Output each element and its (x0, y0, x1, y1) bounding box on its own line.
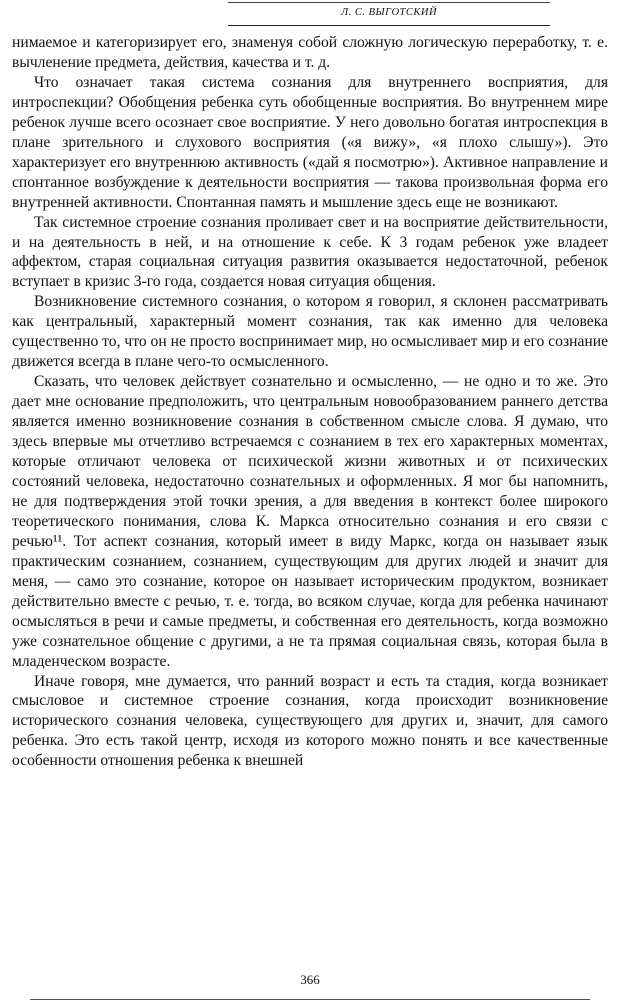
paragraph: Сказать, что человек действует сознательно и осмысленно, — не одно и то же. Это дает мне основание предположить, что центральным новообразованием раннего детства является именно возникновение сознания в собственном смысле слова. Я думаю, что здесь впервые мы отчетливо встречаемся с сознанием в тех его характерных моментах, которые отличают человека от психической жизни животных и от психических состояний человека, недостаточно сознательных и оформленных. Я мог бы напомнить, не для подтверждения этой точки зрения, а для введения в контекст более широкого теоретического понимания, слова К. Маркса относительно сознания и его связи с речью¹¹. Тот аспект сознания, который имеет в виду Маркс, когда он называет язык практическим сознанием, сознанием, существующим для других людей и значит для меня, — само это сознание, которое он называет историческим продуктом, возникает действительно вместе с речью, т. е. тогда, во всяком случае, когда для ребенка начинают осмысляться в речи и самые предметы, и собственная его деятельность, когда возможно уже сознательное общение с другими, а не та прямая социальная связь, которая была в младенческом возрасте. (12, 373, 608, 670)
paragraph: Так системное строение сознания проливает свет и на восприятие действительности, и на деятельность в ней, и на отношение к себе. К 3 годам ребенок уже владеет аффектом, старая социальная ситуация развития оказывается недостаточной, ребенок вступает в кризис 3-го года, создается новая ситуация общения. (12, 213, 608, 291)
running-head: Л. С. ВЫГОТСКИЙ (340, 7, 438, 18)
paragraph: Что означает такая система сознания для внутреннего восприятия, для интроспекции? Обобщения ребенка суть обобщенные восприятия. Во внутреннем мире ребенок лучше всего осознает свое восприятие. У него довольно богатая интроспекция в плане зрительного и слухового восприятия («я вижу», «я плохо слышу»). Это характеризует его внутреннюю активность («дай я посмотрю»). Активное направление и спонтанное возбуждение к деятельности восприятия — такова произвольная форма его внутренней активности. Спонтанная память и мышление здесь еще не возникают. (12, 73, 608, 211)
header-rule (228, 25, 550, 26)
paragraph: Иначе говоря, мне думается, что ранний возраст и есть та стадия, когда возникает смысловое и системное строение сознания, когда происходит возникновение исторического сознания человека, существующего для других и, значит, для самого ребенка. Это есть такой центр, исходя из которого можно понять и все качественные особенности отношения ребенка к внешней (12, 672, 608, 770)
page-number: 366 (300, 972, 320, 987)
header-top-rule (228, 2, 550, 3)
body-text (12, 33, 608, 771)
paragraph: Возникновение системного сознания, о котором я говорил, я склонен рассматривать как центральный, характерный момент сознания, так как именно для человека существенно то, что он не просто воспринимает мир, но осмысливает мир и его сознание движется всегда в плане чего-то осмысленного. (12, 293, 608, 371)
paragraph: нимаемое и категоризирует его, знаменуя собой сложную логическую переработку, т. е. вычленение предмета, действия, качества и т. д. (12, 34, 608, 71)
footer-rule (30, 999, 590, 1000)
